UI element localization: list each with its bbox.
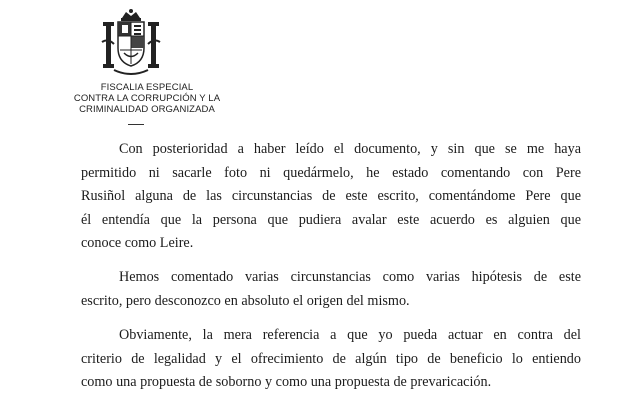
- paragraph-1-line-4: él entendía que la persona que pudiera avalar este acuerdo es alguien que: [81, 211, 581, 228]
- paragraph-2-line-2: escrito, pero desconozco en absoluto el origen del mismo.: [81, 292, 410, 309]
- paragraph-2: [81, 266, 581, 313]
- agency-line-3: CRIMINALIDAD ORGANIZADA: [79, 104, 215, 115]
- spanish-coat-of-arms-icon: [100, 8, 162, 80]
- paragraph-1-line-2: permitido ni sacarle foto ni quedármelo, he estado comentando con Pere: [81, 164, 581, 181]
- agency-name: [62, 82, 232, 115]
- paragraph-1-line-1: Con posterioridad a haber leído el documento, y sin que se me haya: [119, 141, 581, 157]
- agency-line-1: FISCALIA ESPECIAL: [100, 82, 194, 93]
- paragraph-1: [81, 138, 581, 256]
- agency-line-2: CONTRA LA CORRUPCIÓN Y LA: [73, 93, 221, 104]
- paragraph-1-line-5: conoce como Leire.: [81, 235, 194, 251]
- paragraph-1-line-3: Rusiñol alguna de las circunstancias de este escrito, comentándome Pere que: [81, 188, 581, 204]
- paragraph-3-line-3: como una propuesta de soborno y como una propuesta de prevaricación.: [81, 374, 492, 390]
- paragraph-3-line-1: Obviamente, la mera referencia a que yo pueda actuar en contra del: [119, 327, 581, 343]
- header-divider: [128, 124, 144, 125]
- paragraph-3: [81, 324, 581, 395]
- paragraph-3-line-2: criterio de legalidad y el ofrecimiento de algún tipo de beneficio lo entiendo: [81, 350, 581, 367]
- paragraph-2-line-1: Hemos comentado varias circunstancias como varias hipótesis de este: [119, 269, 581, 285]
